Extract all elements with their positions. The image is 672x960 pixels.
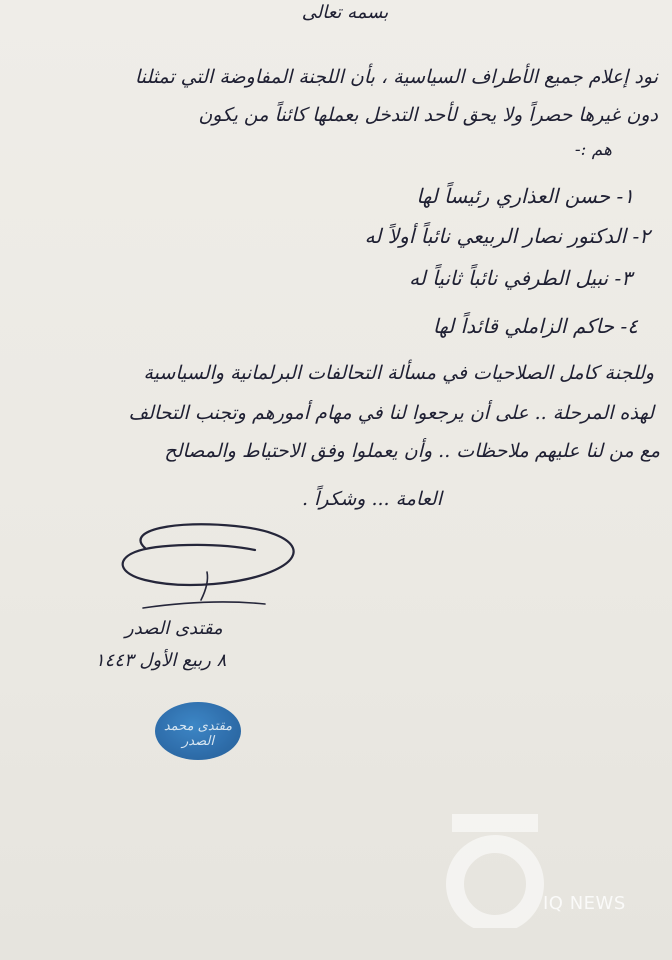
committee-member: ٤- حاكم الزاملي قائداً لها [432,314,638,338]
official-seal [155,702,241,760]
iq-news-logo-icon [442,808,552,928]
watermark-brand: IQ NEWS [543,893,626,914]
paragraph-line: وللجنة كامل الصلاحيات في مسألة التحالفات البرلمانية والسياسية [143,362,654,384]
committee-member: ١- حسن العذاري رئيساً لها [416,184,634,208]
paragraph-line: دون غيرها حصراً ولا يحق لأحد التدخل بعملها كائناً من يكون [198,104,658,126]
paragraph-line: العامة ... وشكراً . [301,488,442,510]
letter-heading: بسمه تعالى [301,2,389,23]
committee-member: ٢- الدكتور نصار الربيعي نائباً أولاً له [364,224,650,248]
committee-member: ٣- نبيل الطرفي نائباً ثانياً له [409,266,632,290]
signature-scribble [105,520,315,620]
signature-date: ٨ ربيع الأول ١٤٤٣ [95,650,227,671]
paragraph-line: مع من لنا عليهم ملاحظات .. وأن يعملوا وفق الاحتياط والمصالح [164,440,660,462]
paragraph-line: نود إعلام جميع الأطراف السياسية ، بأن اللجنة المفاوضة التي تمثلنا [134,66,658,88]
paragraph-line: هم :- [574,140,612,160]
signature-name: مقتدى الصدر [125,618,223,639]
seal-text: مقتدى محمد الصدر [163,719,233,749]
paragraph-line: لهذه المرحلة .. على أن يرجعوا لنا في مهام أمورهم وتجنب التحالف [128,402,654,424]
